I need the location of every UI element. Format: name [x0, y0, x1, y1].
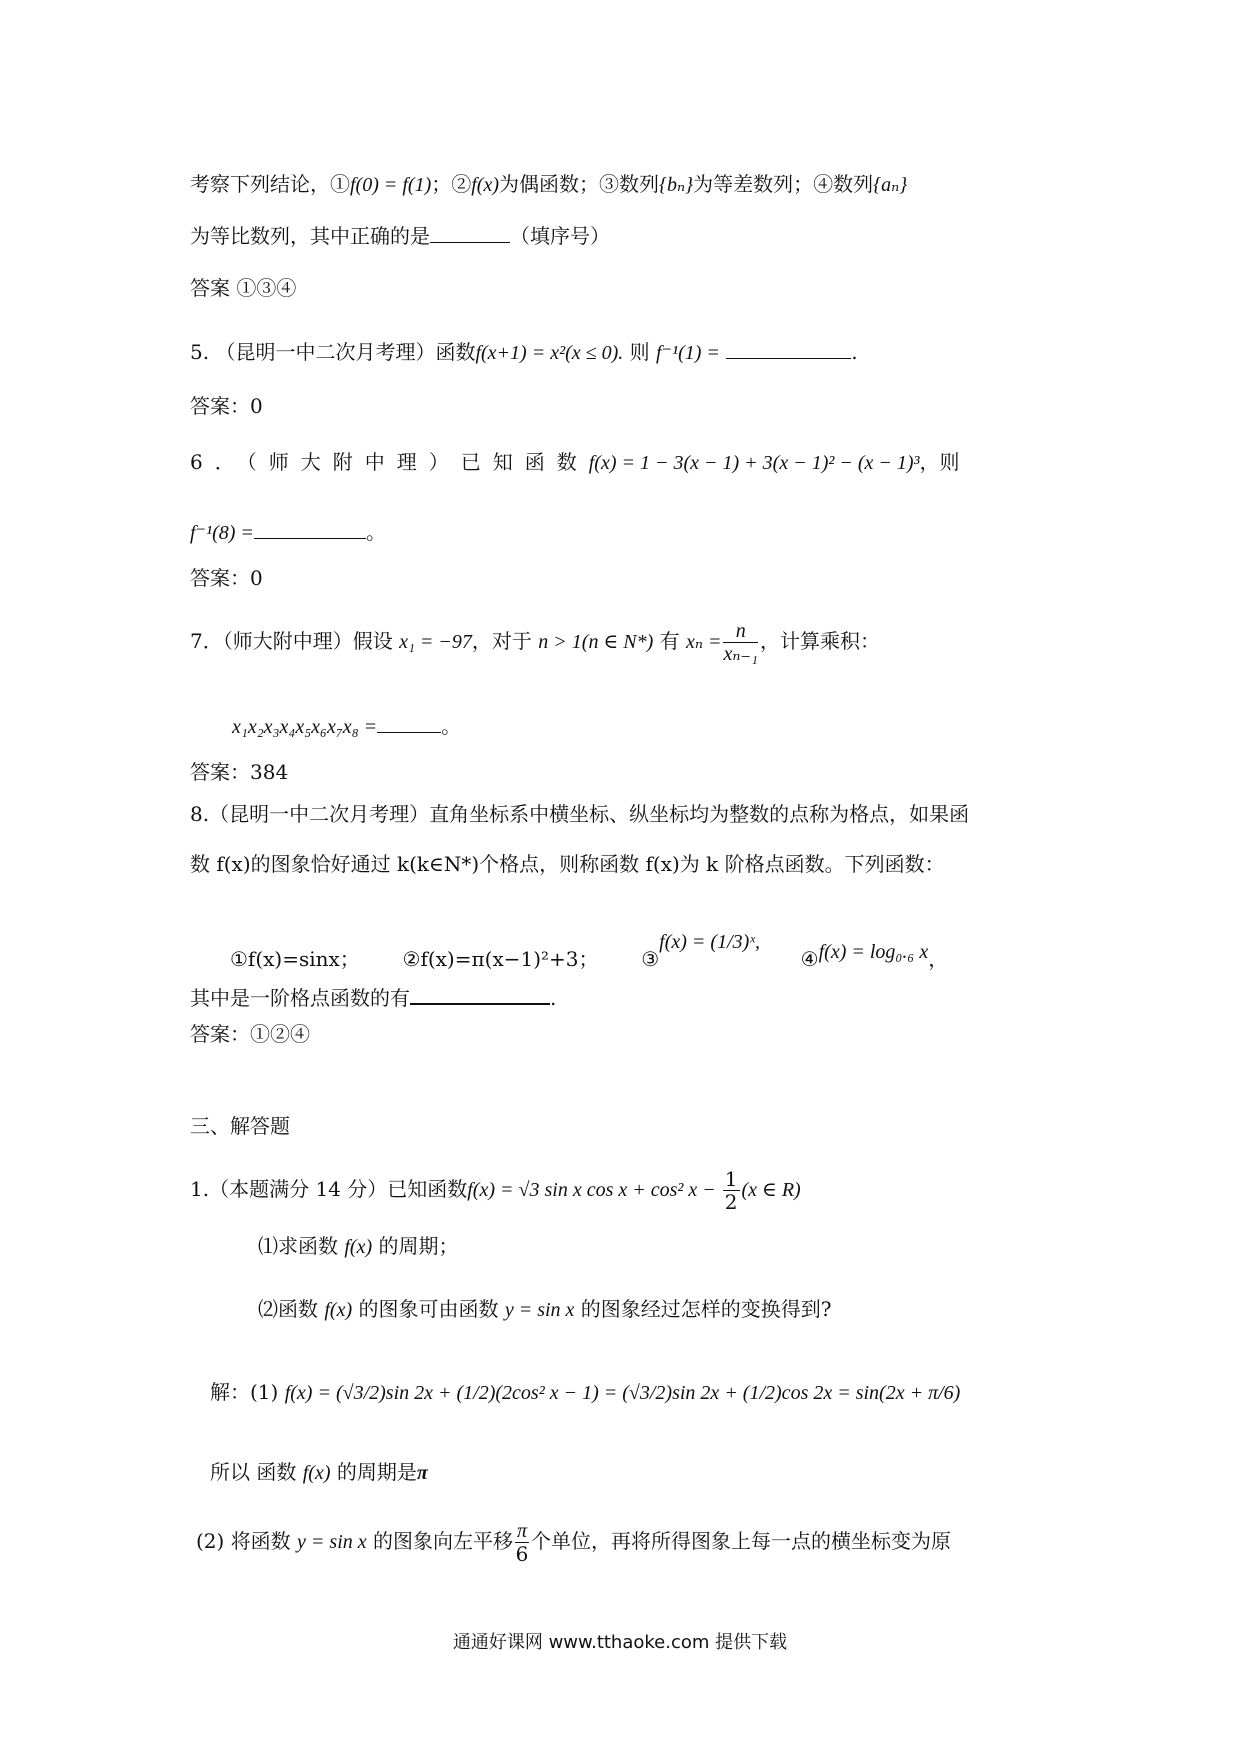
- problem-1-part2: ⑵函数 f(x) 的图象可由函数 y = sin x 的图象经过怎样的变换得到?: [258, 1297, 832, 1321]
- question-6-line2: f⁻¹(8) = 。: [190, 520, 386, 544]
- fraction-pi-6: $\frac{\pi}{6}$: [515, 1520, 529, 1566]
- page-footer: 通通好课网 www.tthaoke.com 提供下载: [452, 1632, 788, 1653]
- q4-statement-line2: 为等比数列，其中正确的是 （填序号）: [190, 224, 610, 248]
- answer-q7: 答案：384: [190, 760, 289, 784]
- solution-2: (2) 将函数 y = sin x 的图象向左平移 $\frac{\pi}{6}$ 个单位，再将所得图象上每一点的横坐标变为原: [196, 1520, 952, 1566]
- answer-q6: 答案：0: [190, 566, 263, 590]
- answer-blank: [254, 520, 366, 539]
- question-7: 7．（师大附中理）假设 x₁ = −97，对于 n > 1(n ∈ N*) 有 xₙ = $\frac{n}{\text{xₙ₋₁}}$ ，计算乘积：: [190, 620, 880, 665]
- question-7-line2: x₁x₂x₃x₄x₅x₆x₇x₈ = 。: [232, 714, 462, 738]
- answer-q4: 答案 ①③④: [190, 276, 297, 300]
- problem-1: 1.（本题满分 14 分）已知函数f(x) = √3 sin x cos x + cos² x − $\frac{1}{2}$ (x ∈ R): [190, 1167, 801, 1214]
- answer-blank: [410, 985, 550, 1005]
- question-8-options: ①f(x)=sinx； ②f(x)=π(x−1)²+3； ③f(x) = (1/3)ˣ, ④f(x) = log₀.₆ x，: [230, 931, 949, 971]
- question-5: 5. （昆明一中二次月考理）函数f(x+1) = x²(x ≤ 0). 则 f⁻¹(1) = .: [190, 340, 858, 364]
- section-heading: 三、解答题: [190, 1114, 290, 1138]
- solution-period: 所以 函数 f(x) 的周期是π: [210, 1460, 428, 1484]
- answer-q5: 答案：0: [190, 394, 263, 418]
- q4-statement-line1: 考察下列结论，①f(0) = f(1)；②f(x)为偶函数；③数列{bₙ}为等差数列；④数列{aₙ}: [190, 172, 908, 196]
- question-6: 6．（师大附中理）已知函数f(x) = 1 − 3(x − 1) + 3(x − 1)² − (x − 1)³，则: [190, 450, 960, 474]
- solution-1: 解：(1) f(x) = (√3/2)sin 2x + (1/2)(2cos² x − 1) = (√3/2)sin 2x + (1/2)cos 2x = sin(2x + π/6): [210, 1380, 961, 1404]
- question-8-line4: 其中是一阶格点函数的有 .: [190, 986, 557, 1010]
- answer-blank: [430, 224, 510, 243]
- answer-blank: [726, 340, 851, 359]
- question-8-line2: 数 f(x)的图象恰好通过 k(k∈N*)个格点，则称函数 f(x)为 k 阶格点函数。下列函数：: [190, 852, 945, 876]
- problem-1-part1: ⑴求函数 f(x) 的周期；: [258, 1234, 459, 1258]
- fraction: $\frac{n}{\text{xₙ₋₁}}$: [723, 620, 758, 665]
- answer-q8: 答案：①②④: [190, 1022, 310, 1046]
- answer-blank: [377, 714, 441, 733]
- question-8-line1: 8.（昆明一中二次月考理）直角坐标系中横坐标、纵坐标均为整数的点称为格点，如果函: [190, 802, 970, 826]
- fraction-one-half: $\frac{1}{2}$: [724, 1167, 738, 1214]
